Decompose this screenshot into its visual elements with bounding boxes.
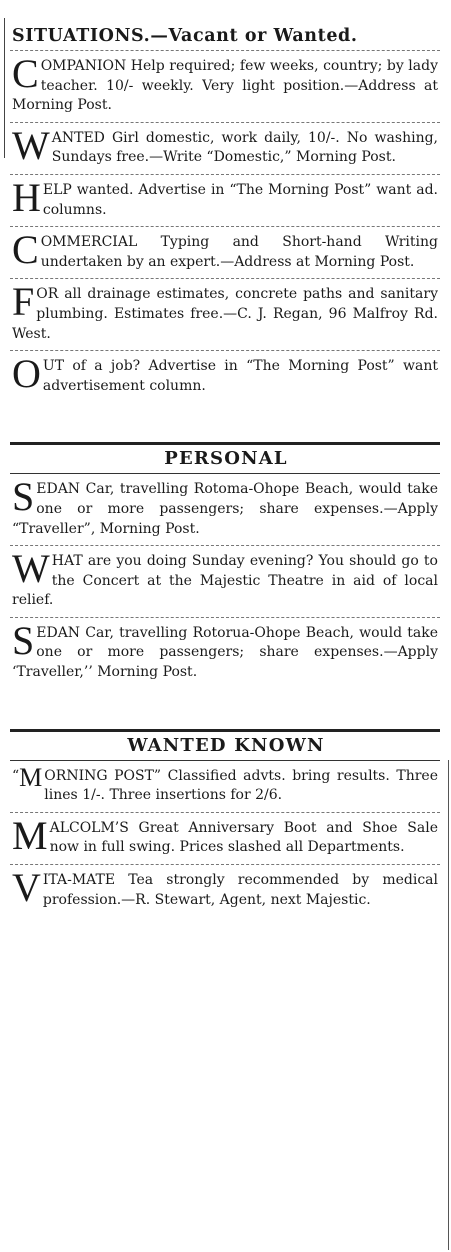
drop-cap: F [12, 279, 35, 325]
drop-cap: H [12, 174, 41, 220]
column-gap [10, 689, 440, 729]
ad-text: OMPANION Help required; few weeks, country; by lady teacher. 10/- weekly. Very light position.—Address at Morning Post. [12, 58, 438, 114]
ad-item [10, 51, 440, 122]
drop-cap: W [12, 122, 50, 168]
drop-cap: C [12, 51, 39, 96]
ad-item [10, 351, 440, 402]
ad-text: HAT are you doing Sunday evening? You should go to the Concert at the Majestic Theatre in aid of local relief. [12, 553, 438, 609]
ad-text: EDAN Car, travelling Rotoma-Ohope Beach, would take one or more passengers; share expenses.—Apply “Traveller”, Morning Post. [12, 481, 438, 537]
drop-cap: V [12, 865, 41, 911]
ad-text: ANTED Girl domestic, work daily, 10/-. No washing, Sundays free.—Write “Domestic,” Morning Post. [51, 129, 438, 166]
ad-item [10, 813, 440, 864]
section-situations [10, 22, 440, 402]
ad-item [10, 865, 440, 916]
drop-cap: S [12, 474, 35, 520]
section-heading-situations: SITUATIONS.—Vacant or Wanted. [12, 26, 358, 46]
left-column-rule [4, 18, 5, 158]
drop-cap: O [12, 351, 41, 397]
ad-text: ITA-MATE Tea strongly recommended by medical profession.—R. Stewart, Agent, next Majestic. [42, 872, 438, 908]
ad-item [10, 546, 440, 617]
ad-item [10, 279, 440, 350]
section-wanted-known [10, 729, 440, 917]
column-gap [10, 402, 440, 442]
ad-text: EDAN Car, travelling Rotorua-Ohope Beach, would take one or more passengers; share expenses.—Apply ‘Traveller,’’ Morning Post. [12, 624, 438, 681]
right-column-rule [448, 760, 449, 1250]
drop-cap: S [12, 617, 35, 663]
ad-item [10, 474, 440, 545]
drop-cap: C [12, 227, 39, 273]
ad-text: ELP wanted. Advertise in “The Morning Post” want ad. columns. [42, 181, 438, 218]
ad-item [10, 175, 440, 226]
ad-text: ORNING POST” Classified advts. bring results. Three lines 1/-. Three insertions for 2/6. [44, 767, 438, 804]
section-personal [10, 442, 440, 688]
section-heading-personal: PERSONAL [164, 448, 288, 470]
drop-cap: W [12, 546, 50, 592]
drop-cap: M [19, 762, 43, 792]
ad-item [10, 123, 440, 174]
ad-prefix-quote: “ [12, 767, 20, 784]
ad-item [10, 761, 440, 812]
ad-text: UT of a job? Advertise in “The Morning Post” want advertisement column. [42, 358, 438, 394]
ad-item [10, 618, 440, 689]
classified-column [10, 22, 440, 916]
section-heading-wanted-known: WANTED KNOWN [127, 734, 325, 756]
ad-text: OMMERCIAL Typing and Short-hand Writing undertaken by an expert.—Address at Morning Post. [40, 234, 438, 270]
ad-text: OR all drainage estimates, concrete paths and sanitary plumbing. Estimates free.—C. J. Regan, 96 Malfroy Rd. West. [12, 286, 438, 342]
ad-text: ALCOLM’S Great Anniversary Boot and Shoe Sale now in full swing. Prices slashed all Departments. [49, 819, 438, 856]
ad-item [10, 227, 440, 278]
drop-cap: M [12, 812, 48, 858]
